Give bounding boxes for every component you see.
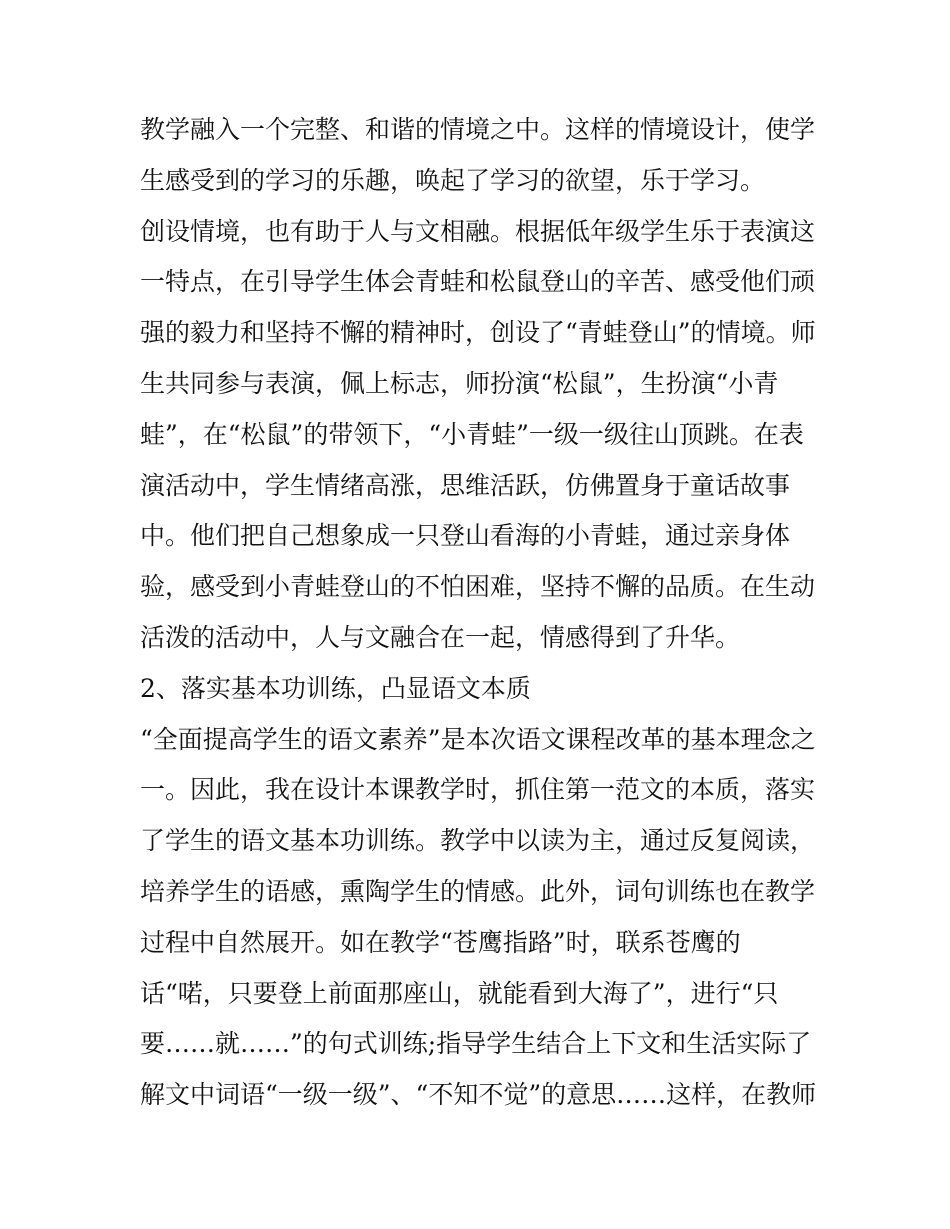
section-heading: 2、落实基本功训练，凸显语文本质 — [140, 673, 531, 703]
text-line: “全面提高学生的语文素养”是本次语文课程改革的基本理念之 — [140, 724, 816, 754]
text-line: 解文中词语“一级一级”、“不知不觉”的意思……这样，在教师 — [140, 1080, 817, 1110]
text-line: 一。因此，我在设计本课教学时，抓住第一范文的本质，落实 — [140, 775, 816, 805]
text-line: 一特点，在引导学生体会青蛙和松鼠登山的辛苦、感受他们顽 — [140, 267, 816, 297]
document-body — [140, 105, 820, 1121]
text-line: 要……就……”的句式训练;指导学生结合上下文和生活实际了 — [140, 1029, 812, 1059]
text-line: 培养学生的语感，熏陶学生的情感。此外，词句训练也在教学 — [140, 876, 816, 906]
text-line: 创设情境，也有助于人与文相融。根据低年级学生乐于表演这 — [140, 216, 816, 246]
text-line: 生感受到的学习的乐趣，唤起了学习的欲望，乐于学习。 — [140, 165, 766, 195]
text-line: 生共同参与表演，佩上标志，师扮演“松鼠”，生扮演“小青 — [140, 368, 779, 398]
text-line: 蛙”，在“松鼠”的带领下，“小青蛙”一级一级往山顶跳。在表 — [140, 419, 804, 449]
text-line: 活泼的活动中，人与文融合在一起，情感得到了升华。 — [140, 622, 741, 652]
text-line: 了学生的语文基本功训练。教学中以读为主，通过反复阅读， — [140, 826, 816, 856]
text-line: 话“喏，只要登上前面那座山，就能看到大海了”，进行“只 — [140, 978, 779, 1008]
text-line: 强的毅力和坚持不懈的精神时，创设了“青蛙登山”的情境。师 — [140, 318, 816, 348]
text-line: 中。他们把自己想象成一只登山看海的小青蛙，通过亲身体 — [140, 521, 791, 551]
text-line: 过程中自然展开。如在教学“苍鹰指路”时，联系苍鹰的 — [140, 927, 741, 957]
text-line: 验，感受到小青蛙登山的不怕困难，坚持不懈的品质。在生动 — [140, 572, 816, 602]
text-line: 教学融入一个完整、和谐的情境之中。这样的情境设计，使学 — [140, 115, 816, 144]
text-line: 演活动中，学生情绪高涨，思维活跃，仿佛置身于童话故事 — [140, 470, 791, 500]
